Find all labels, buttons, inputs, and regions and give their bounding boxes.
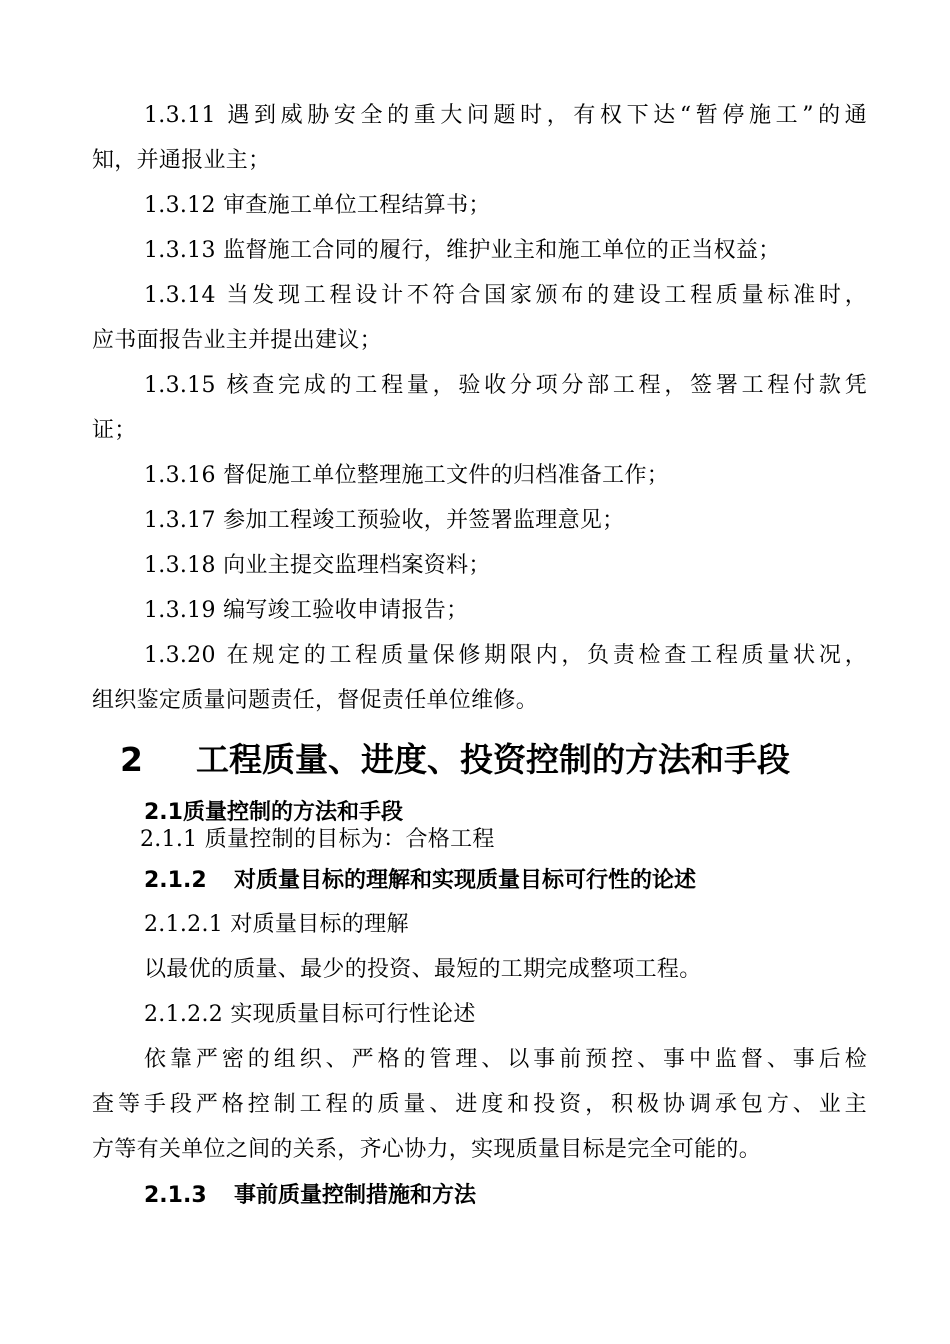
section-2-number: 2	[120, 740, 143, 779]
item-1-3-14-line2: 应书面报告业主并提出建议；	[92, 328, 382, 353]
section-2-title: 工程质量、进度、投资控制的方法和手段	[196, 740, 790, 779]
item-1-3-11-line1: 1.3.11 遇到威胁安全的重大问题时，有权下达“暂停施工”的通	[144, 103, 867, 128]
section-2-1-3-number: 2.1.3	[144, 1183, 207, 1208]
item-1-3-12: 1.3.12 审查施工单位工程结算书；	[144, 193, 491, 218]
item-1-3-11-line2: 知，并通报业主；	[92, 148, 271, 173]
item-1-3-14-line1: 1.3.14 当发现工程设计不符合国家颁布的建设工程质量标准时，	[144, 283, 867, 308]
text-2-1-2-1: 以最优的质量、最少的投资、最短的工期完成整项工程。	[144, 957, 702, 982]
para-2-1-2-2-line1: 依靠严密的组织、严格的管理、以事前预控、事中监督、事后检	[144, 1047, 867, 1072]
item-1-3-15-line1: 1.3.15 核查完成的工程量，验收分项分部工程，签署工程付款凭	[144, 373, 867, 398]
para-2-1-2-2-line3: 方等有关单位之间的关系，齐心协力，实现质量目标是完全可能的。	[92, 1137, 762, 1162]
section-2-1-2-title: 对质量目标的理解和实现质量目标可行性的论述	[234, 868, 697, 893]
section-2-1-2-number: 2.1.2	[144, 868, 207, 893]
item-1-3-20-line2: 组织鉴定质量问题责任，督促责任单位维修。	[92, 688, 539, 713]
item-1-3-19: 1.3.19 编写竣工验收申请报告；	[144, 598, 469, 623]
item-2-1-2-2: 2.1.2.2 实现质量目标可行性论述	[144, 1002, 476, 1027]
section-2-1-3-title: 事前质量控制措施和方法	[234, 1183, 477, 1208]
para-2-1-2-2-line2: 查等手段严格控制工程的质量、进度和投资，积极协调承包方、业主	[92, 1092, 867, 1117]
section-2-heading	[120, 740, 790, 780]
item-1-3-16: 1.3.16 督促施工单位整理施工文件的归档准备工作；	[144, 463, 670, 488]
item-1-3-20-line1: 1.3.20 在规定的工程质量保修期限内，负责检查工程质量状况，	[144, 643, 867, 668]
section-2-1-heading: 2.1质量控制的方法和手段	[144, 800, 403, 825]
item-1-3-15-line2: 证；	[92, 418, 137, 443]
section-2-1-2-heading	[144, 866, 696, 896]
item-2-1-2-1: 2.1.2.1 对质量目标的理解	[144, 912, 409, 937]
item-2-1-1: 2.1.1 质量控制的目标为：合格工程	[140, 827, 495, 852]
section-2-1-3-heading	[144, 1181, 476, 1211]
item-1-3-13: 1.3.13 监督施工合同的履行，维护业主和施工单位的正当权益；	[144, 238, 781, 263]
item-1-3-17: 1.3.17 参加工程竣工预验收，并签署监理意见；	[144, 508, 625, 533]
item-1-3-18: 1.3.18 向业主提交监理档案资料；	[144, 553, 491, 578]
